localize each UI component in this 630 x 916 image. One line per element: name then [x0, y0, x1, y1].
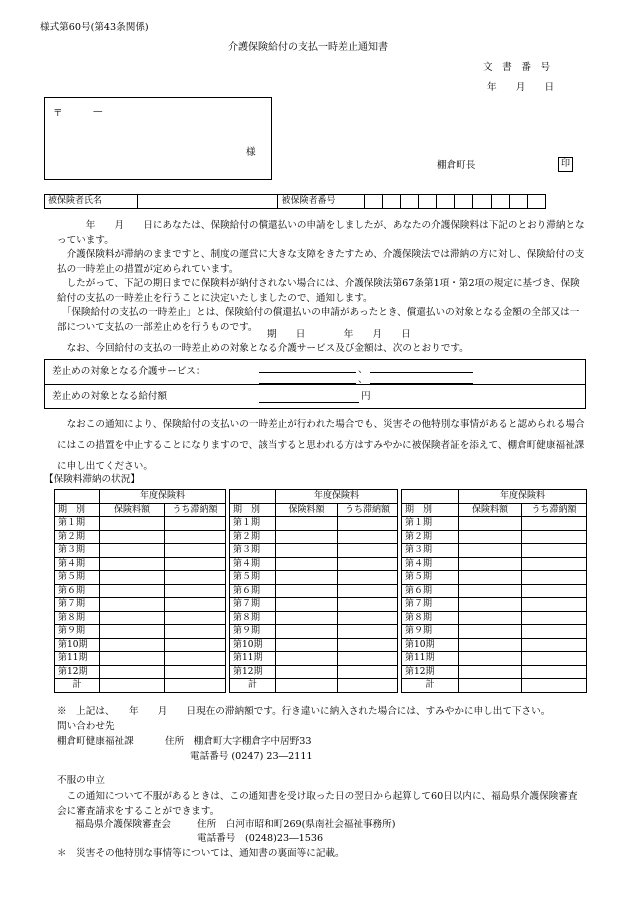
period-label: 第６期: [402, 584, 459, 598]
table-row: [402, 598, 587, 612]
postal-dash: —: [93, 106, 103, 117]
period-label: 第７期: [230, 598, 276, 612]
premium-cell[interactable]: [100, 571, 165, 585]
contact-phone: 電話番号 (0247) 23―2111: [190, 751, 313, 762]
service-field-3[interactable]: [259, 373, 356, 384]
premium-cell[interactable]: [459, 517, 522, 531]
fiscal-year-header: 年度保険料: [100, 490, 226, 504]
period-label: 第３期: [230, 544, 276, 558]
insured-name-label: 被保険者氏名: [45, 195, 138, 209]
period-label: 第４期: [55, 557, 100, 571]
insured-number-digit[interactable]: [491, 195, 509, 209]
period-label: 第10期: [230, 638, 276, 652]
arrears-table-3: [401, 489, 587, 693]
table-row: [55, 665, 226, 679]
table-row: [402, 611, 587, 625]
arrears-cell[interactable]: [522, 598, 587, 612]
premium-cell[interactable]: [459, 611, 522, 625]
premium-cell[interactable]: [459, 665, 522, 679]
table-row: [55, 571, 226, 585]
period-label: 第８期: [402, 611, 459, 625]
arrears-cell[interactable]: [338, 517, 398, 531]
premium-cell[interactable]: [100, 652, 165, 666]
premium-cell[interactable]: [100, 611, 165, 625]
arrears-cell[interactable]: [338, 557, 398, 571]
paragraph-application: 年 月 日にあなたは、保険給付の償還払いの申請をしましたが、あなたの介護保険料は下記のとおり滞納となっています。: [57, 220, 585, 246]
total-row: [402, 679, 587, 693]
contact-address: 住所 棚倉町大字棚倉字中居野33: [165, 736, 312, 747]
premium-cell[interactable]: [100, 584, 165, 598]
arrears-cell[interactable]: [165, 571, 226, 585]
column-arrears: うち滞納額: [338, 503, 398, 517]
arrears-cell[interactable]: [338, 625, 398, 639]
period-label: 第９期: [230, 625, 276, 639]
total-row: [230, 679, 398, 693]
arrears-cell[interactable]: [522, 544, 587, 558]
amount-field[interactable]: [259, 390, 359, 403]
table-row: [230, 517, 398, 531]
arrears-cell[interactable]: [338, 571, 398, 585]
column-premium: 保険料額: [276, 503, 338, 517]
table-row: [55, 557, 226, 571]
arrears-cell[interactable]: [338, 598, 398, 612]
period-label: 第７期: [402, 598, 459, 612]
total-premium-cell[interactable]: [459, 679, 522, 693]
arrears-cell[interactable]: [165, 557, 226, 571]
period-label: 第11期: [402, 652, 459, 666]
paragraph-target: なお、今回給付の支払の一時差止めの対象となる介護サービス及び金額は、次のとおりです。: [57, 343, 469, 354]
period-label: 第１期: [230, 517, 276, 531]
period-label: 第８期: [230, 611, 276, 625]
total-label: 計: [55, 679, 100, 693]
document-number-label: 文 書 番 号: [483, 62, 551, 73]
premium-cell[interactable]: [276, 571, 338, 585]
arrears-cell[interactable]: [522, 625, 587, 639]
honorific-sama: 様: [246, 147, 256, 158]
period-label: 第12期: [402, 665, 459, 679]
yen-unit: 円: [361, 391, 371, 402]
insured-number-digit[interactable]: [455, 195, 473, 209]
official-seal: 印: [558, 157, 573, 172]
insured-number-digit[interactable]: [382, 195, 400, 209]
review-board-phone: 電話番号 (0248)23―1536: [197, 833, 324, 844]
arrears-cell[interactable]: [165, 598, 226, 612]
insured-name-field[interactable]: [137, 195, 278, 209]
insured-number-digit[interactable]: [364, 195, 382, 209]
insured-number-digit[interactable]: [509, 195, 527, 209]
period-label: 第１期: [55, 517, 100, 531]
premium-cell[interactable]: [276, 530, 338, 544]
arrears-cell[interactable]: [522, 584, 587, 598]
period-label: 第９期: [55, 625, 100, 639]
period-label: 第４期: [230, 557, 276, 571]
table-row: [230, 571, 398, 585]
amount-label: 差止めの対象となる給付額: [52, 391, 168, 402]
document-title: 介護保険給付の支払一時差止通知書: [228, 42, 388, 53]
column-premium: 保険料額: [459, 503, 522, 517]
total-label: 計: [402, 679, 459, 693]
fiscal-year-header: 年度保険料: [276, 490, 398, 504]
paragraph-decision: したがって、下記の期日までに保険料が納付されない場合には、介護保険法第67条第1項・第2項の規定に基づき、保険給付の支払の一時差止を行うことに決定いたしましたので、通知します。: [57, 278, 580, 304]
premium-cell[interactable]: [100, 557, 165, 571]
table-row: [55, 530, 226, 544]
period-label: 第11期: [230, 652, 276, 666]
premium-cell[interactable]: [276, 665, 338, 679]
table-row: [55, 544, 226, 558]
period-label: 第２期: [230, 530, 276, 544]
premium-cell[interactable]: [459, 530, 522, 544]
table-row: [402, 557, 587, 571]
issue-date-label: 年 月 日: [487, 82, 555, 93]
total-arrears-cell[interactable]: [165, 679, 226, 693]
service-field-4[interactable]: [370, 373, 473, 384]
column-period: 期 別: [55, 503, 100, 517]
total-row: [55, 679, 226, 693]
period-label: 第８期: [55, 611, 100, 625]
period-label: 第２期: [55, 530, 100, 544]
deadline-line: 期 日 年 月 日: [267, 329, 411, 340]
table-row: [402, 571, 587, 585]
premium-cell[interactable]: [100, 598, 165, 612]
period-label: 第３期: [55, 544, 100, 558]
premium-cell[interactable]: [276, 625, 338, 639]
premium-cell[interactable]: [459, 571, 522, 585]
arrears-cell[interactable]: [165, 517, 226, 531]
arrears-cell[interactable]: [338, 544, 398, 558]
table-row: [55, 517, 226, 531]
table-row: [230, 598, 398, 612]
premium-cell[interactable]: [276, 611, 338, 625]
period-label: 第６期: [230, 584, 276, 598]
table-row: [230, 625, 398, 639]
period-label: 第12期: [230, 665, 276, 679]
table-row: [55, 652, 226, 666]
address-box[interactable]: [44, 97, 272, 180]
period-label: 第９期: [402, 625, 459, 639]
premium-cell[interactable]: [459, 598, 522, 612]
arrears-cell[interactable]: [338, 652, 398, 666]
premium-cell[interactable]: [276, 557, 338, 571]
premium-cell[interactable]: [459, 557, 522, 571]
table-row: [402, 544, 587, 558]
insured-number-digit[interactable]: [437, 195, 455, 209]
suspension-target-box: [44, 359, 586, 409]
column-premium: 保険料額: [100, 503, 165, 517]
insured-number-digit[interactable]: [400, 195, 418, 209]
table-row: [402, 638, 587, 652]
table-row: [230, 544, 398, 558]
form-number: 様式第60号(第43条関係): [40, 22, 149, 33]
service-separator: 、: [358, 364, 368, 375]
table-row: [402, 517, 587, 531]
period-label: 第２期: [402, 530, 459, 544]
arrears-cell[interactable]: [165, 638, 226, 652]
period-label: 第11期: [55, 652, 100, 666]
arrears-cell[interactable]: [165, 611, 226, 625]
arrears-cell[interactable]: [165, 625, 226, 639]
table-row: [55, 638, 226, 652]
arrears-heading: 【保険料滞納の状況】: [44, 474, 140, 485]
column-period: 期 別: [402, 503, 459, 517]
period-label: 第10期: [402, 638, 459, 652]
total-arrears-cell[interactable]: [338, 679, 398, 693]
total-label: 計: [230, 679, 276, 693]
fiscal-year-header: 年度保険料: [459, 490, 587, 504]
arrears-table-2: [229, 489, 398, 693]
table-row: [55, 584, 226, 598]
table-row: [230, 638, 398, 652]
table-row: [230, 584, 398, 598]
table-row: [402, 584, 587, 598]
premium-cell[interactable]: [459, 638, 522, 652]
period-label: 第５期: [402, 571, 459, 585]
arrears-cell[interactable]: [338, 611, 398, 625]
insured-number-digit[interactable]: [473, 195, 491, 209]
insured-number-digit[interactable]: [527, 195, 545, 209]
premium-cell[interactable]: [276, 598, 338, 612]
service-label: 差止めの対象となる介護サービス：: [52, 366, 206, 377]
premium-cell[interactable]: [276, 544, 338, 558]
table-row: [55, 611, 226, 625]
table-row: [230, 665, 398, 679]
insured-number-label: 被保険者番号: [278, 195, 364, 209]
premium-cell[interactable]: [100, 530, 165, 544]
arrears-cell[interactable]: [522, 571, 587, 585]
total-arrears-cell[interactable]: [522, 679, 587, 693]
arrears-cell[interactable]: [338, 584, 398, 598]
arrears-cell[interactable]: [165, 652, 226, 666]
postal-mark: 〒: [53, 108, 63, 119]
period-label: 第12期: [55, 665, 100, 679]
service-field-1[interactable]: [259, 361, 356, 373]
period-label: 第７期: [55, 598, 100, 612]
arrears-cell[interactable]: [165, 544, 226, 558]
table-row: [402, 530, 587, 544]
premium-cell[interactable]: [100, 625, 165, 639]
objection-text: この通知について不服があるときは、この通知書を受け取った日の翌日から起算して60日以内に、福島県介護保険審査会に審査請求をすることができます。: [57, 791, 578, 817]
arrears-cell[interactable]: [522, 652, 587, 666]
arrears-cell[interactable]: [522, 530, 587, 544]
period-label: 第３期: [402, 544, 459, 558]
paragraph-exception: なおこの通知により、保険給付の支払いの一時差止が行われた場合でも、災害その他特別な事情があると認められる場合にはこの措置を中止することになりますので、該当すると思われる方はすみやかに被保険者証を添えて、棚倉町健康福祉課に申し出てください。: [57, 419, 585, 472]
table-row: [230, 530, 398, 544]
period-label: 第10期: [55, 638, 100, 652]
arrears-cell[interactable]: [338, 665, 398, 679]
paragraph-definition: 「保険給付の支払の一時差止」とは、保険給付の償還払いの申請があったとき、償還払いの対象となる金額の全部又は一部について支払の一部差止めを行うものです。: [57, 307, 580, 333]
premium-cell[interactable]: [100, 665, 165, 679]
arrears-cell[interactable]: [522, 638, 587, 652]
paragraph-delinquency: 介護保険料が滞納のままですと、制度の運営に大きな支障をきたすため、介護保険法では滞納の方に対し、保険給付の支払の一時差止の措置が定められています。: [57, 249, 585, 275]
service-separator: 、: [358, 374, 368, 385]
review-board-name: 福島県介護保険審査会: [75, 819, 171, 830]
column-arrears: うち滞納額: [165, 503, 226, 517]
arrears-cell[interactable]: [522, 517, 587, 531]
arrears-cell[interactable]: [165, 665, 226, 679]
service-field-2[interactable]: [370, 361, 473, 373]
column-period: 期 別: [230, 503, 276, 517]
table-row: [230, 652, 398, 666]
table-row: [230, 557, 398, 571]
objection-heading: 不服の申立: [57, 775, 105, 786]
arrears-cell[interactable]: [338, 638, 398, 652]
premium-cell[interactable]: [100, 638, 165, 652]
premium-cell[interactable]: [276, 638, 338, 652]
period-label: 第５期: [230, 571, 276, 585]
as-of-note: ※ 上記は、 年 月 日現在の滞納額です。行き違いに納入された場合には、すみやかに申し出て下さい。: [57, 706, 551, 717]
arrears-cell[interactable]: [165, 530, 226, 544]
period-label: 第１期: [402, 517, 459, 531]
premium-cell[interactable]: [459, 584, 522, 598]
arrears-cell[interactable]: [338, 530, 398, 544]
total-premium-cell[interactable]: [276, 679, 338, 693]
arrears-cell[interactable]: [165, 584, 226, 598]
insured-number-digit[interactable]: [419, 195, 437, 209]
insured-info-table: [44, 194, 546, 209]
period-label: 第５期: [55, 571, 100, 585]
review-board-address: 住所 白河市昭和町269(県南社会福祉事務所): [197, 819, 396, 830]
mayor-signature: 棚倉町長: [437, 160, 476, 171]
table-row: [55, 625, 226, 639]
table-row: [55, 598, 226, 612]
table-row: [402, 665, 587, 679]
contact-organization: 棚倉町健康福祉課: [57, 736, 134, 747]
total-premium-cell[interactable]: [100, 679, 165, 693]
table-row: [230, 611, 398, 625]
premium-cell[interactable]: [459, 625, 522, 639]
contact-heading: 問い合わせ先: [57, 721, 115, 732]
premium-cell[interactable]: [276, 517, 338, 531]
premium-cell[interactable]: [276, 584, 338, 598]
arrears-cell[interactable]: [522, 557, 587, 571]
table-row: [402, 652, 587, 666]
premium-cell[interactable]: [459, 652, 522, 666]
arrears-table-1: [54, 489, 226, 693]
arrears-cell[interactable]: [522, 665, 587, 679]
arrears-cell[interactable]: [522, 611, 587, 625]
column-arrears: うち滞納額: [522, 503, 587, 517]
premium-cell[interactable]: [100, 544, 165, 558]
period-label: 第４期: [402, 557, 459, 571]
period-label: 第６期: [55, 584, 100, 598]
footnote: ＊ 災害その他特別な事情等については、通知書の裏面等に記載。: [57, 848, 345, 859]
table-row: [402, 625, 587, 639]
premium-cell[interactable]: [276, 652, 338, 666]
premium-cell[interactable]: [459, 544, 522, 558]
premium-cell[interactable]: [100, 517, 165, 531]
